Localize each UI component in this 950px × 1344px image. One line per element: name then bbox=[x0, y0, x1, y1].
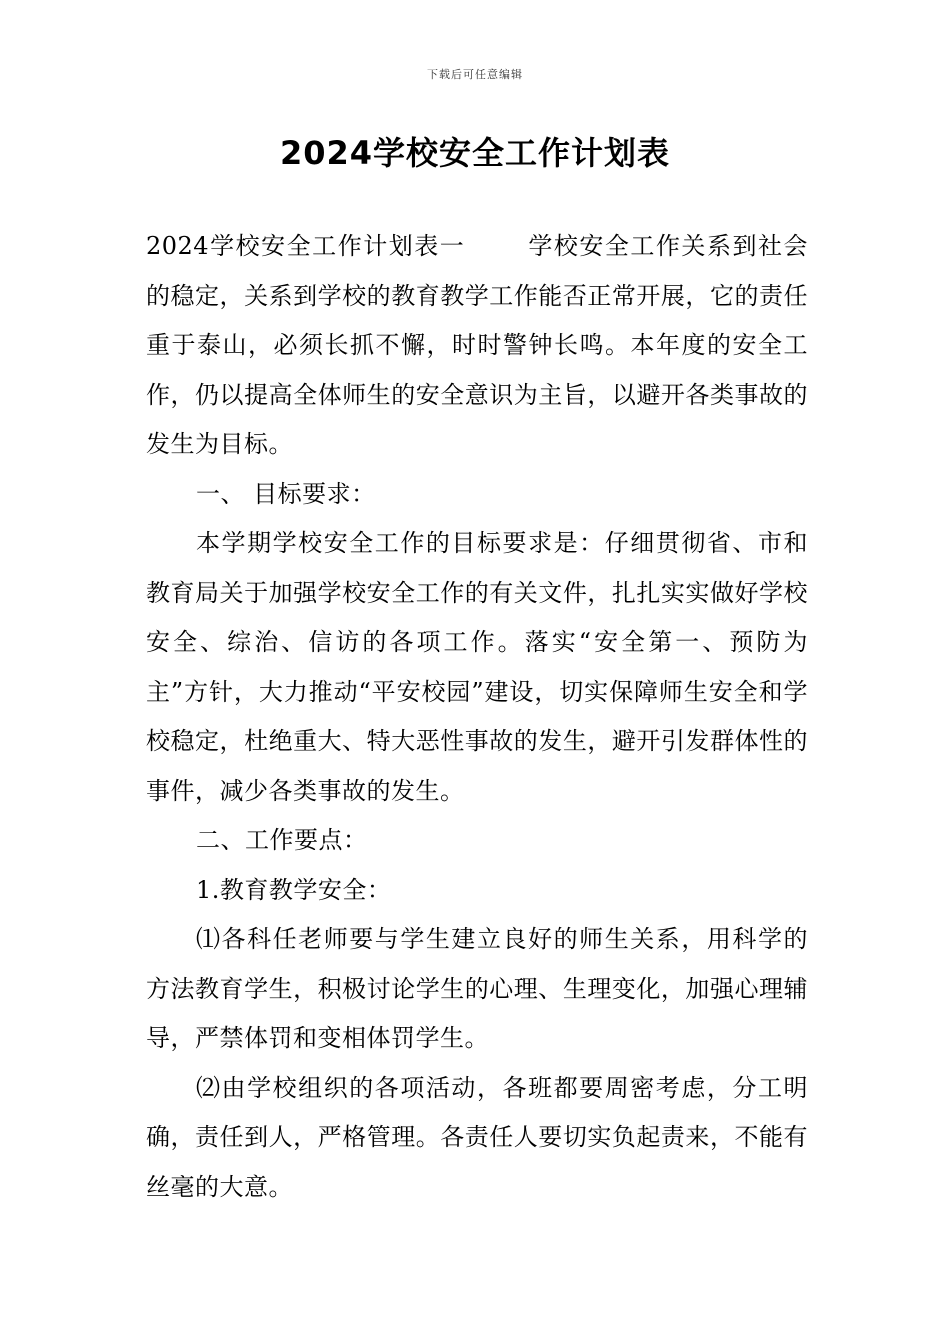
section-heading-key-points: 二、工作要点： bbox=[196, 826, 368, 854]
section-heading-goals: 一、 目标要求： bbox=[196, 479, 376, 508]
intro-lead: 2024学校安全工作计划表一 bbox=[146, 232, 466, 260]
intro-text: 学校安全工作关系到社会的稳定，关系到学校的教育教学工作能否正常开展，它的责任重于泰山，必须长抓不懈，时时警钟长鸣。本年度的安全工作，仍以提高全体师生的安全意识为主旨，以避开各类事故的发生为目标。 bbox=[146, 232, 809, 458]
intro-paragraph bbox=[146, 222, 808, 470]
section-body-goals: 本学期学校安全工作的目标要求是：仔细贯彻省、市和教育局关于加强学校安全工作的有关文件，扎扎实实做好学校安全、综治、信访的各项工作。落实“安全第一、预防为主”方针，大力推动“平安校园”建设，切实保障师生安全和学校稳定，杜绝重大、特大恶性事故的发生，避开引发群体性的事件，减少各类事故的发生。 bbox=[146, 529, 808, 805]
document-title: 2024学校安全工作计划表 bbox=[279, 134, 671, 172]
header-note: 下载后可任意编辑 bbox=[427, 68, 523, 81]
document-body bbox=[146, 222, 808, 1212]
teaching-safety-point-1: ⑴各科任老师要与学生建立良好的师生关系，用科学的方法教育学生，积极讨论学生的心理、生理变化，加强心理辅导，严禁体罚和变相体罚学生。 bbox=[146, 925, 808, 1052]
teaching-safety-point-2: ⑵由学校组织的各项活动，各班都要周密考虑，分工明确，责任到人，严格管理。各责任人要切实负起责来，不能有丝毫的大意。 bbox=[146, 1073, 808, 1201]
subsection-heading-teaching-safety: 1.教育教学安全： bbox=[196, 875, 392, 904]
